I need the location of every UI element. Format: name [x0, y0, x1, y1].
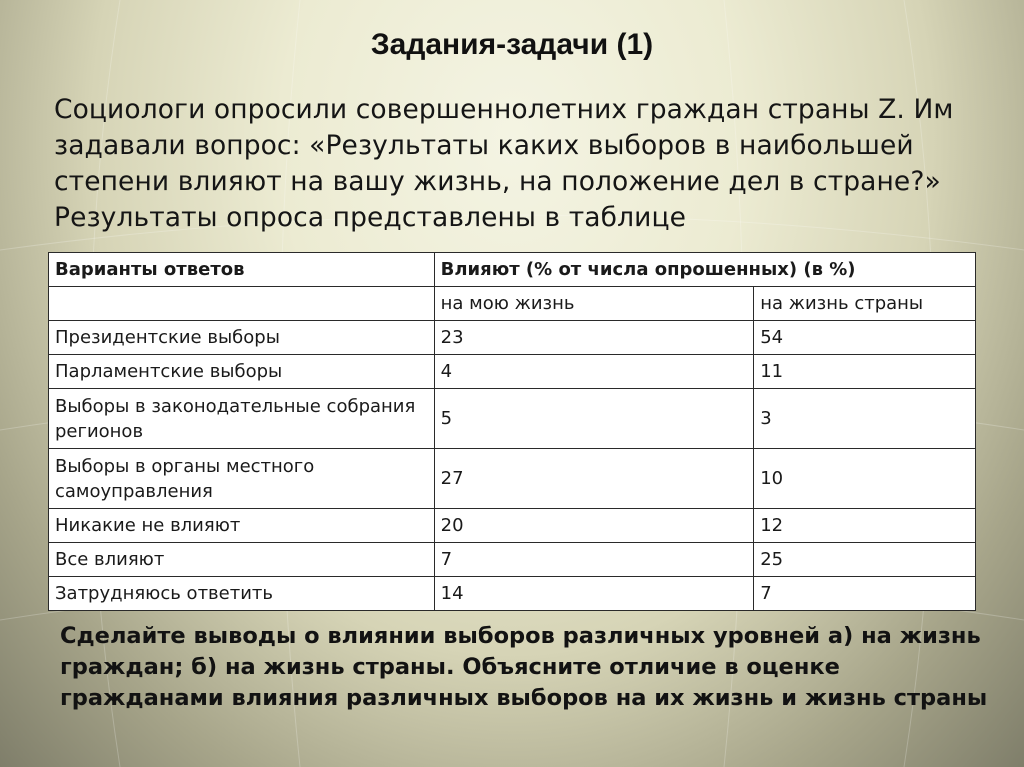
table-subheader-row [49, 287, 976, 321]
row-country-value: 3 [754, 389, 976, 449]
table-row [49, 449, 976, 509]
table-row [49, 577, 976, 611]
row-my-life-value: 7 [434, 543, 754, 577]
subheader-empty-cell [49, 287, 435, 321]
survey-results-table [48, 252, 976, 611]
row-country-value: 7 [754, 577, 976, 611]
row-country-value: 54 [754, 321, 976, 355]
table-row [49, 509, 976, 543]
row-my-life-value: 5 [434, 389, 754, 449]
row-my-life-value: 14 [434, 577, 754, 611]
row-my-life-value: 4 [434, 355, 754, 389]
row-my-life-value: 27 [434, 449, 754, 509]
row-label: Парламентские выборы [49, 355, 435, 389]
row-label: Затрудняюсь ответить [49, 577, 435, 611]
row-country-value: 25 [754, 543, 976, 577]
row-label: Выборы в органы местного самоуправления [49, 449, 435, 509]
row-label: Президентские выборы [49, 321, 435, 355]
header-influence-percent: Влияют (% от числа опрошенных) (в %) [434, 253, 975, 287]
row-label: Выборы в законодательные собрания регионов [49, 389, 435, 449]
table-row [49, 389, 976, 449]
row-country-value: 10 [754, 449, 976, 509]
row-label: Все влияют [49, 543, 435, 577]
header-answer-options: Варианты ответов [49, 253, 435, 287]
task-conclusion: Сделайте выводы о влиянии выборов различных уровней а) на жизнь граждан; б) на жизнь страны. Объясните отличие в оценке гражданами влияния различных выборов на их жизнь и жизнь страны [60, 623, 988, 711]
intro-paragraph: Социологи опросили совершеннолетних граждан страны Z. Им задавали вопрос: «Результаты каких выборов в наибольшей степени влияют на вашу жизнь, на положение дел в стране?» Результаты опроса представлены в таблице [54, 94, 954, 233]
row-my-life-value: 20 [434, 509, 754, 543]
table-row [49, 543, 976, 577]
row-country-value: 12 [754, 509, 976, 543]
subheader-my-life: на мою жизнь [434, 287, 754, 321]
subheader-country-life: на жизнь страны [754, 287, 976, 321]
table-row [49, 321, 976, 355]
row-label: Никакие не влияют [49, 509, 435, 543]
row-my-life-value: 23 [434, 321, 754, 355]
slide-title: Задания-задачи (1) [370, 28, 654, 61]
row-country-value: 11 [754, 355, 976, 389]
table-header-row [49, 253, 976, 287]
table-row [49, 355, 976, 389]
